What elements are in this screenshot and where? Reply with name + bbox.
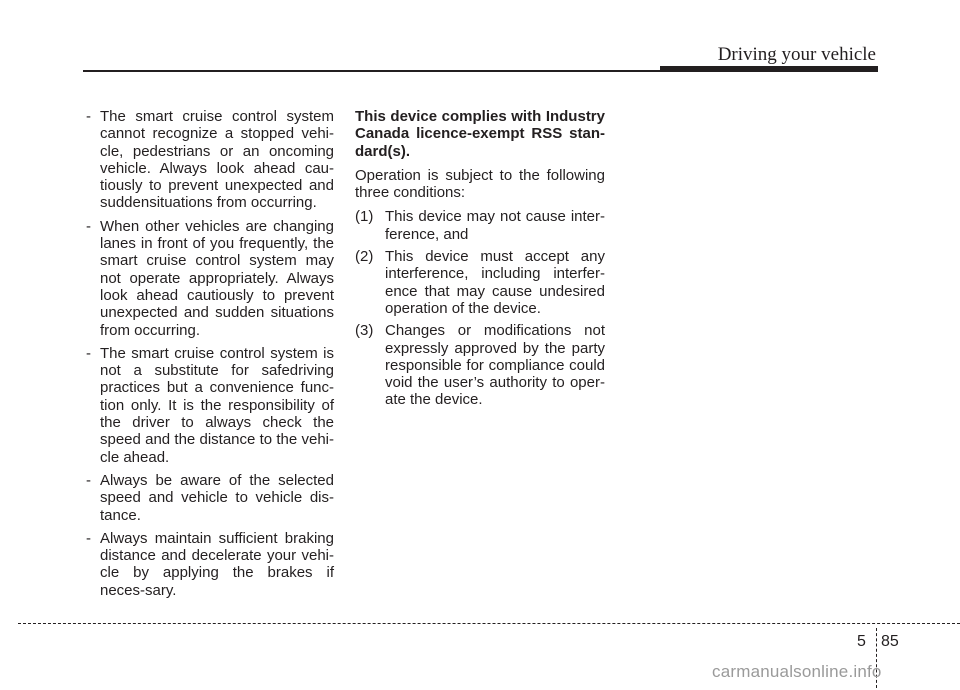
header-bar xyxy=(660,66,878,72)
bullet-dash: - xyxy=(86,529,91,547)
footer-rule xyxy=(18,623,960,624)
condition-text: Changes or modifications not expressly approved by the party responsible for compliance could void the user’s authority to oper-ate the device. xyxy=(385,322,605,409)
list-item xyxy=(84,218,334,339)
condition-label: (1) xyxy=(355,208,374,226)
condition-text: This device may not cause inter-ference, and xyxy=(385,208,605,243)
condition-item xyxy=(355,248,605,317)
list-item-text: The smart cruise control system is not a substitute for safedriving practices but a convenience func-tion only. It is the responsibility of the driver to always check the speed and the distance to the vehi-cle ahead. xyxy=(100,344,334,466)
bullet-dash: - xyxy=(86,217,91,235)
condition-label: (2) xyxy=(355,248,374,266)
bullet-dash: - xyxy=(86,471,91,489)
watermark: carmanualsonline.info xyxy=(712,662,882,681)
list-item xyxy=(84,472,334,524)
compliance-heading: This device complies with Industry Canada licence-exempt RSS stan-dard(s). xyxy=(355,108,605,160)
list-item-text: Always be aware of the selected speed and vehicle to vehicle dis-tance. xyxy=(100,471,334,524)
page-number: 85 xyxy=(881,633,899,650)
list-item xyxy=(84,345,334,466)
condition-text: This device must accept any interference, including interfer-ence that may cause undesired operation of the device. xyxy=(385,248,605,317)
condition-item xyxy=(355,322,605,408)
header-rule xyxy=(83,70,660,72)
bullet-dash: - xyxy=(86,108,91,125)
list-item-text: The smart cruise control system cannot recognize a stopped vehi-cle, pedestrians or an oncoming vehicle. Always look ahead cau-tiously to prevent unexpected and suddensituations from occurring. xyxy=(100,108,334,212)
bullet-dash: - xyxy=(86,344,91,362)
left-column xyxy=(84,108,334,605)
section-title: Driving your vehicle xyxy=(717,44,876,65)
right-column xyxy=(355,108,605,414)
conditions-intro: Operation is subject to the following three conditions: xyxy=(355,166,605,202)
condition-label: (3) xyxy=(355,322,374,340)
chapter-number: 5 xyxy=(857,633,866,650)
list-item-text: When other vehicles are changing lanes in front of you frequently, the smart cruise control system may not operate appropriately. Always look ahead cautiously to prevent unexpected and sudden situations from occurring. xyxy=(100,217,334,339)
condition-item xyxy=(355,208,605,243)
list-item xyxy=(84,108,334,212)
list-item xyxy=(84,530,334,599)
list-item-text: Always maintain sufficient braking distance and decelerate your vehi-cle by applying the brakes if neces-sary. xyxy=(100,529,334,599)
